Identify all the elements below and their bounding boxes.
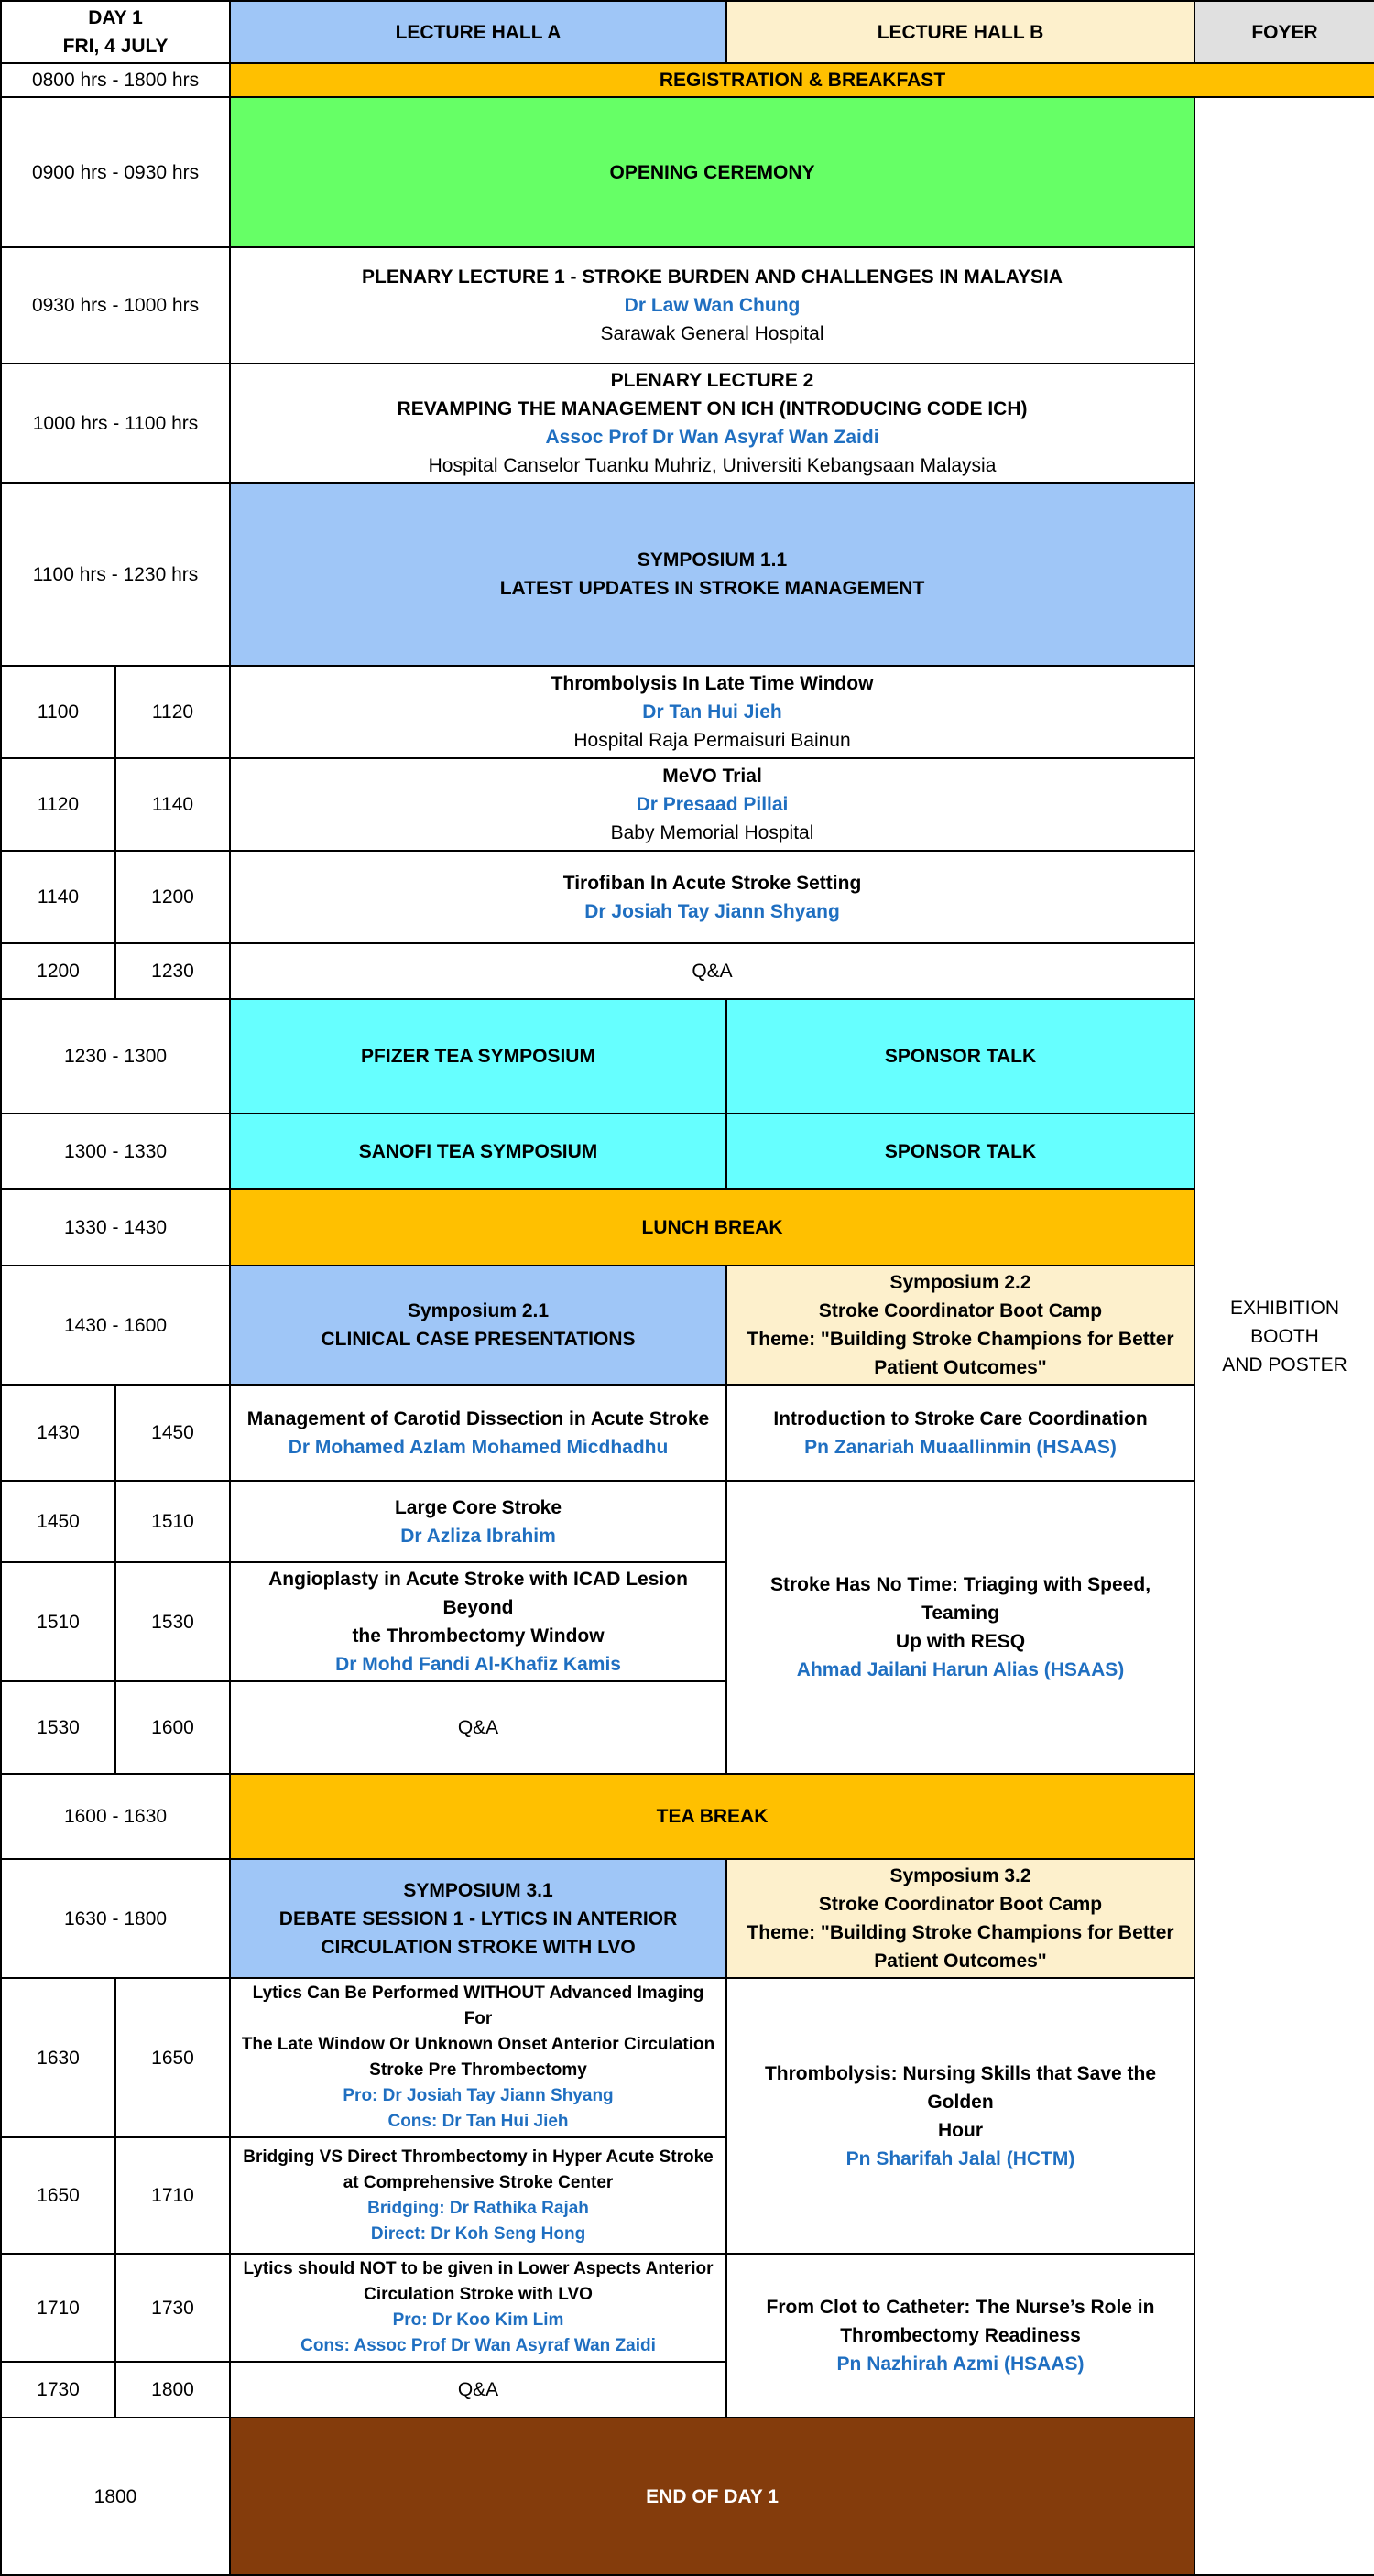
talk-end: 1710 bbox=[115, 2137, 230, 2254]
talk-session bbox=[726, 1385, 1194, 1481]
foyer-line-2: AND POSTER bbox=[1222, 1353, 1347, 1375]
sym31-title-3: CIRCULATION STROKE WITH LVO bbox=[321, 1936, 636, 1958]
talk-title: MeVO Trial bbox=[662, 766, 762, 787]
sym2-time: 1430 - 1600 bbox=[1, 1266, 230, 1385]
talk-end: 1200 bbox=[115, 851, 230, 943]
day-label: DAY 1 bbox=[88, 7, 143, 28]
sym31-title-2: DEBATE SESSION 1 - LYTICS IN ANTERIOR bbox=[278, 1908, 678, 1929]
opening-title: OPENING CEREMONY bbox=[230, 97, 1194, 247]
talk-title-2: the Thrombectomy Window bbox=[352, 1625, 605, 1647]
sym22-title-2: Stroke Coordinator Boot Camp bbox=[818, 1300, 1103, 1321]
talk-start: 1530 bbox=[1, 1681, 115, 1774]
sym11-time: 1100 hrs - 1230 hrs bbox=[1, 483, 230, 666]
debate-title-3: Stroke Pre Thrombectomy bbox=[369, 2060, 587, 2080]
plenary2-title-1: PLENARY LECTURE 2 bbox=[610, 370, 814, 391]
talk-end: 1230 bbox=[115, 943, 230, 999]
talk-start: 1140 bbox=[1, 851, 115, 943]
plenary2-affiliation: Hospital Canselor Tuanku Muhriz, Universiti Kebangsaan Malaysia bbox=[428, 455, 997, 476]
tea2-hall-b: SPONSOR TALK bbox=[726, 1114, 1194, 1189]
talk-session bbox=[230, 666, 1194, 758]
foyer-header: FOYER bbox=[1194, 1, 1374, 63]
lunch-title: LUNCH BREAK bbox=[230, 1189, 1194, 1266]
talk-speaker: Dr Josiah Tay Jiann Shyang bbox=[584, 900, 840, 922]
registration-title: REGISTRATION & BREAKFAST bbox=[230, 63, 1374, 97]
qa-session: Q&A bbox=[230, 943, 1194, 999]
talk-start: 1630 bbox=[1, 1978, 115, 2137]
talk-start: 1730 bbox=[1, 2362, 115, 2418]
debate-cons: Cons: Assoc Prof Dr Wan Asyraf Wan Zaidi bbox=[300, 2336, 656, 2355]
talk-session-merged bbox=[726, 1978, 1194, 2254]
talk-title-2: Hour bbox=[938, 2119, 984, 2141]
tea1-hall-a: PFIZER TEA SYMPOSIUM bbox=[230, 999, 726, 1114]
debate-cons: Cons: Dr Tan Hui Jieh bbox=[387, 2112, 569, 2131]
debate-title-1: Bridging VS Direct Thrombectomy in Hyper Acute Stroke bbox=[243, 2147, 714, 2167]
sym3-time: 1630 - 1800 bbox=[1, 1859, 230, 1978]
talk-session bbox=[230, 758, 1194, 851]
plenary1-title: PLENARY LECTURE 1 - STROKE BURDEN AND CHALLENGES IN MALAYSIA bbox=[362, 266, 1063, 288]
sym22-title-4: Patient Outcomes" bbox=[874, 1357, 1047, 1378]
sym32-title-2: Stroke Coordinator Boot Camp bbox=[818, 1894, 1103, 1915]
sym21-title-2: CLINICAL CASE PRESENTATIONS bbox=[321, 1329, 636, 1350]
talk-title: Management of Carotid Dissection in Acute Stroke bbox=[246, 1408, 710, 1429]
plenary2-time: 1000 hrs - 1100 hrs bbox=[1, 364, 230, 483]
qa-session: Q&A bbox=[230, 2362, 726, 2418]
sym31-header bbox=[230, 1859, 726, 1978]
plenary1-session bbox=[230, 247, 1194, 364]
sym22-title-3: Theme: "Building Stroke Champions for Better bbox=[747, 1329, 1174, 1350]
talk-title-2: Thrombectomy Readiness bbox=[840, 2325, 1081, 2346]
talk-session-merged bbox=[726, 1481, 1194, 1774]
tea-break-title: TEA BREAK bbox=[230, 1774, 1194, 1859]
talk-end: 1730 bbox=[115, 2254, 230, 2362]
talk-affiliation: Hospital Raja Permaisuri Bainun bbox=[573, 730, 851, 751]
sym32-header bbox=[726, 1859, 1194, 1978]
talk-end: 1800 bbox=[115, 2362, 230, 2418]
tea2-time: 1300 - 1330 bbox=[1, 1114, 230, 1189]
talk-start: 1120 bbox=[1, 758, 115, 851]
plenary1-speaker: Dr Law Wan Chung bbox=[624, 295, 801, 316]
talk-start: 1510 bbox=[1, 1562, 115, 1681]
talk-speaker: Dr Azliza Ibrahim bbox=[400, 1525, 556, 1547]
sym22-title-1: Symposium 2.2 bbox=[889, 1272, 1031, 1293]
plenary1-affiliation: Sarawak General Hospital bbox=[600, 323, 824, 344]
opening-time: 0900 hrs - 0930 hrs bbox=[1, 97, 230, 247]
debate-pro: Bridging: Dr Rathika Rajah bbox=[367, 2198, 589, 2218]
talk-start: 1100 bbox=[1, 666, 115, 758]
talk-start: 1710 bbox=[1, 2254, 115, 2362]
debate-title-1: Lytics should NOT to be given in Lower Aspects Anterior bbox=[243, 2259, 714, 2278]
tea1-hall-b: SPONSOR TALK bbox=[726, 999, 1194, 1114]
talk-session bbox=[230, 1481, 726, 1562]
talk-affiliation: Baby Memorial Hospital bbox=[610, 822, 814, 843]
talk-end: 1600 bbox=[115, 1681, 230, 1774]
talk-title: Introduction to Stroke Care Coordination bbox=[773, 1408, 1148, 1429]
hall-b-header: LECTURE HALL B bbox=[726, 1, 1194, 63]
talk-session bbox=[230, 851, 1194, 943]
talk-speaker: Pn Nazhirah Azmi (HSAAS) bbox=[836, 2353, 1085, 2375]
talk-end: 1530 bbox=[115, 1562, 230, 1681]
talk-speaker: Dr Tan Hui Jieh bbox=[642, 701, 782, 723]
plenary1-time: 0930 hrs - 1000 hrs bbox=[1, 247, 230, 364]
debate-cons: Direct: Dr Koh Seng Hong bbox=[370, 2223, 586, 2244]
talk-title: Tirofiban In Acute Stroke Setting bbox=[562, 872, 862, 894]
debate-session bbox=[230, 1978, 726, 2137]
day-header bbox=[1, 1, 230, 63]
talk-title: Large Core Stroke bbox=[394, 1496, 562, 1518]
sym32-title-4: Patient Outcomes" bbox=[874, 1951, 1047, 1972]
debate-pro: Pro: Dr Koo Kim Lim bbox=[392, 2310, 564, 2330]
qa-session: Q&A bbox=[230, 1681, 726, 1774]
plenary2-title-2: REVAMPING THE MANAGEMENT ON ICH (INTRODUCING CODE ICH) bbox=[397, 398, 1028, 419]
registration-time: 0800 hrs - 1800 hrs bbox=[1, 63, 230, 97]
talk-start: 1450 bbox=[1, 1481, 115, 1562]
debate-title-1: Lytics Can Be Performed WITHOUT Advanced Imaging For bbox=[252, 1984, 704, 2028]
tea2-hall-a: SANOFI TEA SYMPOSIUM bbox=[230, 1114, 726, 1189]
talk-speaker: Dr Presaad Pillai bbox=[636, 794, 789, 815]
plenary2-session bbox=[230, 364, 1194, 483]
talk-session-merged bbox=[726, 2254, 1194, 2418]
debate-title-2: The Late Window Or Unknown Onset Anterior Circulation bbox=[241, 2035, 715, 2054]
sym21-header bbox=[230, 1266, 726, 1385]
sym21-title-1: Symposium 2.1 bbox=[407, 1300, 550, 1321]
tea1-time: 1230 - 1300 bbox=[1, 999, 230, 1114]
debate-title-2: at Comprehensive Stroke Center bbox=[343, 2172, 614, 2192]
talk-speaker: Pn Sharifah Jalal (HCTM) bbox=[845, 2147, 1075, 2169]
talk-end: 1140 bbox=[115, 758, 230, 851]
end-title: END OF DAY 1 bbox=[230, 2418, 1194, 2575]
talk-title-1: Thrombolysis: Nursing Skills that Save the Golden bbox=[764, 2062, 1157, 2113]
tea-break-time: 1600 - 1630 bbox=[1, 1774, 230, 1859]
talk-title-1: From Clot to Catheter: The Nurse’s Role in bbox=[766, 2297, 1155, 2318]
sym32-title-3: Theme: "Building Stroke Champions for Better bbox=[747, 1922, 1174, 1943]
sym22-header bbox=[726, 1266, 1194, 1385]
talk-end: 1120 bbox=[115, 666, 230, 758]
debate-pro: Pro: Dr Josiah Tay Jiann Shyang bbox=[343, 2086, 614, 2105]
lunch-time: 1330 - 1430 bbox=[1, 1189, 230, 1266]
foyer-line-1: EXHIBITION BOOTH bbox=[1230, 1297, 1340, 1347]
sym11-title-2: LATEST UPDATES IN STROKE MANAGEMENT bbox=[499, 578, 925, 599]
end-time: 1800 bbox=[1, 2418, 230, 2575]
talk-title-2: Up with RESQ bbox=[895, 1631, 1026, 1652]
talk-start: 1200 bbox=[1, 943, 115, 999]
talk-speaker: Ahmad Jailani Harun Alias (HSAAS) bbox=[796, 1659, 1125, 1680]
sym32-title-1: Symposium 3.2 bbox=[889, 1865, 1031, 1886]
talk-start: 1430 bbox=[1, 1385, 115, 1481]
talk-title-1: Angioplasty in Acute Stroke with ICAD Lesion Beyond bbox=[268, 1569, 688, 1618]
talk-speaker: Dr Mohamed Azlam Mohamed Micdhadhu bbox=[288, 1436, 669, 1458]
talk-start: 1650 bbox=[1, 2137, 115, 2254]
plenary2-speaker: Assoc Prof Dr Wan Asyraf Wan Zaidi bbox=[545, 427, 879, 448]
talk-session bbox=[230, 1385, 726, 1481]
talk-title-1: Stroke Has No Time: Triaging with Speed, Teaming bbox=[770, 1574, 1151, 1624]
hall-a-header: LECTURE HALL A bbox=[230, 1, 726, 63]
talk-end: 1450 bbox=[115, 1385, 230, 1481]
debate-title-2: Circulation Stroke with LVO bbox=[364, 2285, 593, 2304]
talk-title: Thrombolysis In Late Time Window bbox=[551, 673, 874, 694]
debate-session bbox=[230, 2254, 726, 2362]
debate-session bbox=[230, 2137, 726, 2254]
foyer-exhibition bbox=[1194, 97, 1374, 2575]
sym11-title-1: SYMPOSIUM 1.1 bbox=[637, 549, 788, 571]
date-label: FRI, 4 JULY bbox=[62, 36, 169, 57]
talk-session bbox=[230, 1562, 726, 1681]
talk-speaker: Pn Zanariah Muaallinmin (HSAAS) bbox=[804, 1436, 1117, 1458]
sym11-header bbox=[230, 483, 1194, 666]
talk-speaker: Dr Mohd Fandi Al-Khafiz Kamis bbox=[335, 1654, 621, 1675]
sym31-title-1: SYMPOSIUM 3.1 bbox=[403, 1879, 553, 1901]
talk-end: 1510 bbox=[115, 1481, 230, 1562]
talk-end: 1650 bbox=[115, 1978, 230, 2137]
